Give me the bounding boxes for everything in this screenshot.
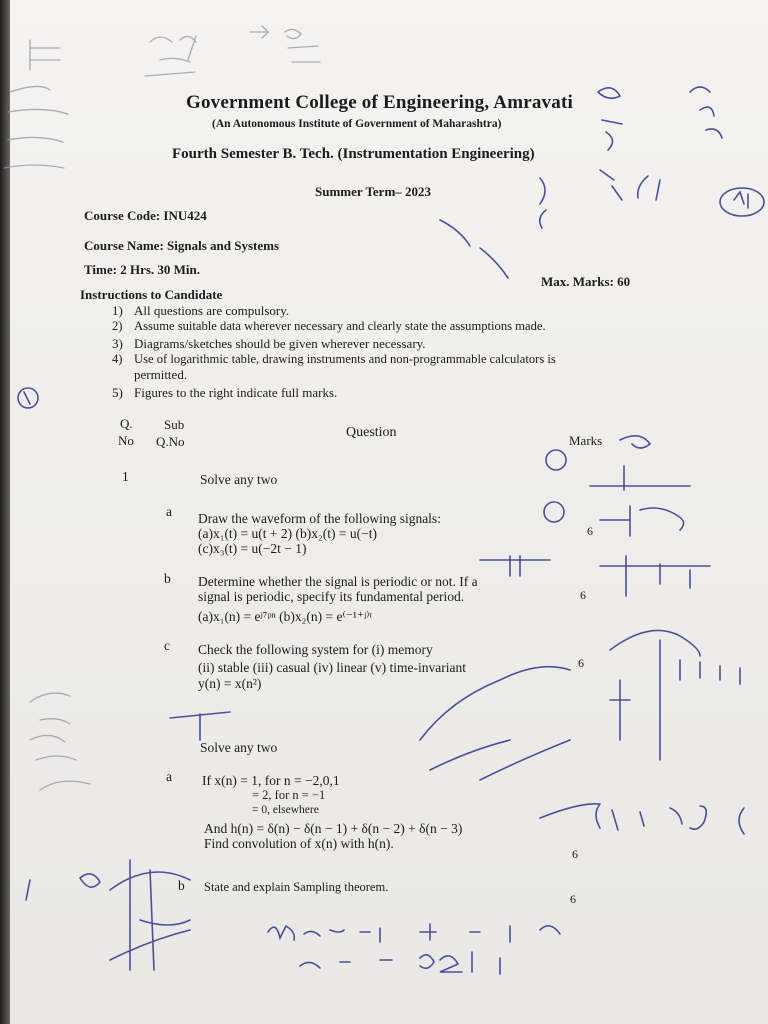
question-text: (a)x₁(t) = u(t + 2) (b)x₂(t) = u(−t) [198, 526, 377, 541]
question-marks: 6 [580, 588, 586, 602]
question-text: = 2, for n = −1 [252, 788, 326, 802]
question-number: 1 [122, 469, 129, 484]
instructions-title: Instructions to Candidate [80, 287, 223, 302]
question-text: y(n) = x(n²) [198, 676, 262, 691]
col-question: Question [346, 425, 397, 440]
sub-question-label: b [178, 878, 185, 893]
question-text: = 0, elsewhere [252, 804, 319, 816]
question-text: If x(n) = 1, for n = −2,0,1 [202, 773, 340, 788]
instruction-item: 3) Diagrams/sketches should be given wherever necessary. [112, 336, 426, 351]
exam-time: Time: 2 Hrs. 30 Min. [84, 262, 201, 277]
instruction-item: 2) Assume suitable data wherever necessary and clearly state the assumptions made. [112, 319, 546, 333]
background-edge [0, 0, 10, 1024]
col-sub-top: Sub [164, 417, 185, 432]
sub-question-label: a [166, 769, 172, 784]
question-marks: 6 [572, 847, 578, 861]
question-text: State and explain Sampling theorem. [204, 880, 389, 894]
college-subtitle: (An Autonomous Institute of Government of Maharashtra) [212, 118, 502, 130]
question-marks: 6 [570, 892, 576, 906]
sub-question-label: a [166, 504, 172, 519]
sub-question-label: c [164, 638, 170, 653]
question-text: Check the following system for (i) memory [198, 642, 433, 657]
instruction-item-continued: permitted. [134, 367, 188, 382]
exam-term: Summer Term– 2023 [315, 184, 432, 199]
instruction-item: 4) Use of logarithmic table, drawing instruments and non-programmable calculators is [112, 352, 556, 366]
question-text: (ii) stable (iii) casual (iv) linear (v) time-invariant [198, 660, 467, 675]
question-text: Find convolution of x(n) with h(n). [204, 836, 394, 851]
question-text: Determine whether the signal is periodic or not. If a [198, 574, 478, 589]
question-text: (c)x₃(t) = u(−2t − 1) [198, 541, 307, 556]
instruction-item: 5) Figures to the right indicate full marks. [112, 385, 338, 400]
col-q-no-bottom: No [118, 433, 134, 448]
col-marks: Marks [569, 433, 603, 448]
semester-title: Fourth Semester B. Tech. (Instrumentation Engineering) [172, 146, 535, 162]
col-sub-bottom: Q.No [156, 434, 185, 449]
question-marks: 6 [578, 656, 584, 670]
question-text: signal is periodic, specify its fundamental period. [198, 589, 465, 604]
instruction-item: 1) All questions are compulsory. [112, 303, 290, 318]
question-text: Draw the waveform of the following signals: [198, 511, 441, 526]
max-marks: Max. Marks: 60 [541, 274, 631, 289]
course-code: Course Code: INU424 [84, 208, 207, 223]
college-title: Government College of Engineering, Amravati [186, 92, 573, 113]
sub-question-label: b [164, 571, 171, 586]
col-q-no-top: Q. [120, 416, 133, 431]
course-name: Course Name: Signals and Systems [84, 238, 280, 253]
question-text: (a)x₁(n) = eʲ⁷ᵖⁿ (b)x₂(n) = e⁽⁻¹⁺ʲ⁾ᵗ [198, 609, 373, 624]
question-instruction: Solve any two [200, 740, 278, 755]
question-instruction: Solve any two [200, 472, 278, 487]
question-marks: 6 [587, 524, 593, 538]
question-text: And h(n) = δ(n) − δ(n − 1) + δ(n − 2) + δ(n − 3) [204, 821, 463, 836]
